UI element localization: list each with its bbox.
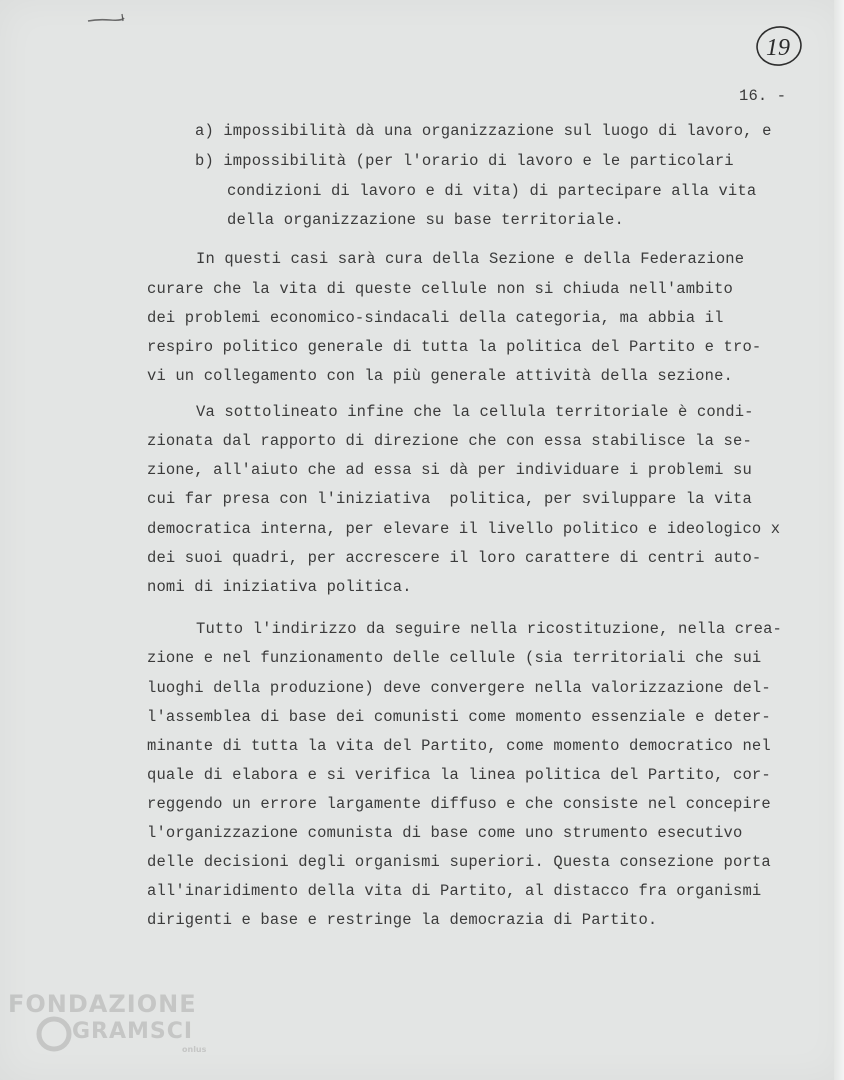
list-item-a: a) impossibilità dà una organizzazione sul luogo di lavoro, e (195, 122, 772, 140)
page-number: 16. - (739, 87, 787, 105)
paragraph-line: vi un collegamento con la più generale attività della sezione. (147, 367, 733, 385)
paragraph-line: reggendo un errore largamente diffuso e che consiste nel concepire (147, 795, 771, 813)
paragraph-line: Va sottolineato infine che la cellula territoriale è condi- (196, 403, 754, 421)
paragraph-line: cui far presa con l'iniziativa politica, per sviluppare la vita (147, 490, 752, 508)
watermark-line-2: GRAMSCI (72, 1019, 194, 1044)
paragraph-line: zione e nel funzionamento delle cellule (sia territoriali che sui (147, 649, 762, 667)
page-edge (834, 0, 844, 1080)
paragraph-line: democratica interna, per elevare il livello politico e ideologico x (147, 520, 781, 538)
paragraph-line: minante di tutta la vita del Partito, come momento democratico nel (147, 737, 771, 755)
list-item-b-cont: della organizzazione su base territoriale. (227, 211, 624, 229)
watermark-g-icon (39, 1019, 69, 1049)
paragraph-line: Tutto l'indirizzo da seguire nella ricostituzione, nella crea- (196, 620, 782, 638)
folio-number: 19 (766, 35, 790, 61)
paragraph-line: dirigenti e base e restringe la democrazia di Partito. (147, 911, 658, 929)
paragraph-line: zione, all'aiuto che ad essa si dà per individuare i problemi su (147, 461, 752, 479)
staple-mark (86, 12, 126, 26)
paragraph-line: curare che la vita di queste cellule non si chiuda nell'ambito (147, 280, 733, 298)
paragraph-line: all'inaridimento della vita di Partito, al distacco fra organismi (147, 882, 762, 900)
paragraph-line: nomi di iniziativa politica. (147, 578, 412, 596)
paragraph-line: quale di elabora e si verifica la linea politica del Partito, cor- (147, 766, 771, 784)
paragraph-line: l'organizzazione comunista di base come uno strumento esecutivo (147, 824, 743, 842)
list-item-b-cont: condizioni di lavoro e di vita) di partecipare alla vita (227, 182, 757, 200)
list-item-b: b) impossibilità (per l'orario di lavoro e le particolari (195, 152, 734, 170)
watermark-line-1: FONDAZIONE (8, 990, 197, 1018)
watermark-suffix: onlus (182, 1045, 207, 1054)
paragraph-line: dei suoi quadri, per accrescere il loro carattere di centri auto- (147, 549, 762, 567)
paragraph-line: delle decisioni degli organismi superiori. Questa consezione porta (147, 853, 771, 871)
paragraph-line: luoghi della produzione) deve convergere nella valorizzazione del- (147, 679, 771, 697)
folio-stamp (754, 24, 804, 68)
fondazione-gramsci-watermark (6, 988, 216, 1068)
paragraph-line: dei problemi economico-sindacali della categoria, ma abbia il (147, 309, 724, 327)
paragraph-line: In questi casi sarà cura della Sezione e della Federazione (196, 250, 745, 268)
paragraph-line: respiro politico generale di tutta la politica del Partito e tro- (147, 338, 762, 356)
paragraph-line: zionata dal rapporto di direzione che con essa stabilisce la se- (147, 432, 752, 450)
paragraph-line: l'assemblea di base dei comunisti come momento essenziale e deter- (147, 708, 771, 726)
